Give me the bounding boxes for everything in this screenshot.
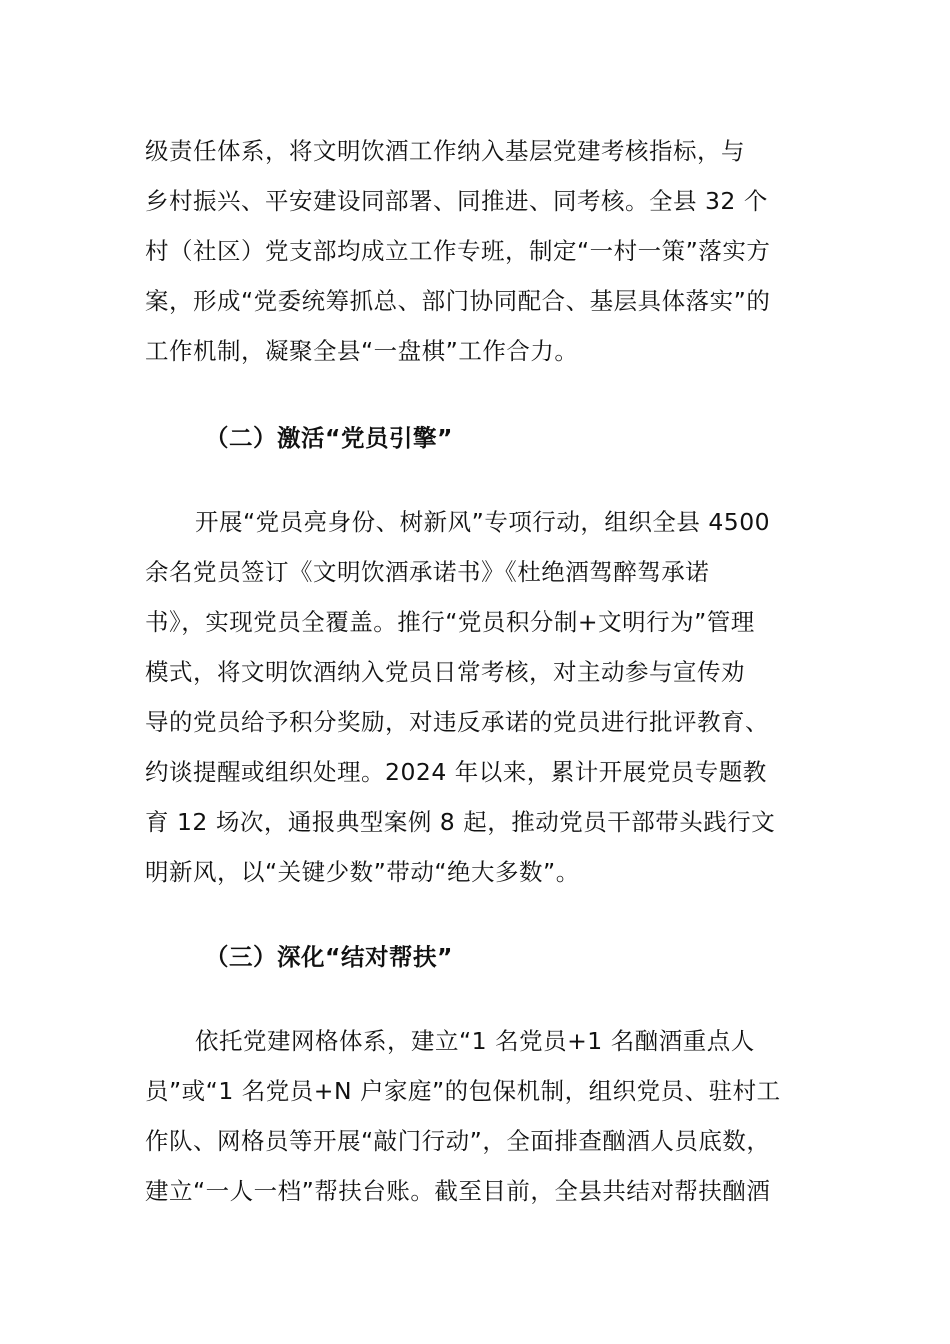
section-2-line-7: 育 12 场次，通报典型案例 8 起，推动党员干部带头践行文: [145, 808, 776, 836]
section-3-line-1: 依托党建网格体系，建立“1 名党员+1 名酗酒重点人: [195, 1027, 755, 1055]
section-2-heading: （二）激活“党员引擎”: [205, 424, 453, 452]
section-3-heading: （三）深化“结对帮扶”: [205, 943, 453, 971]
section-3-line-4: 建立“一人一档”帮扶台账。截至目前，全县共结对帮扶酗酒: [145, 1177, 771, 1205]
section-2-line-8: 明新风，以“关键少数”带动“绝大多数”。: [145, 858, 580, 886]
section-3-line-3: 作队、网格员等开展“敲门行动”，全面排查酗酒人员底数，: [145, 1127, 771, 1155]
section-2-line-2: 余名党员签订《文明饮酒承诺书》《杜绝酒驾醉驾承诺: [145, 558, 710, 586]
paragraph-1-line-3: 村（社区）党支部均成立工作专班，制定“一村一策”落实方: [145, 237, 771, 265]
paragraph-1-line-5: 工作机制，凝聚全县“一盘棋”工作合力。: [145, 337, 579, 365]
section-3-line-2: 员”或“1 名党员+N 户家庭”的包保机制，组织党员、驻村工: [145, 1077, 781, 1105]
paragraph-1-line-2: 乡村振兴、平安建设同部署、同推进、同考核。全县 32 个: [145, 187, 768, 215]
section-2-line-1: 开展“党员亮身份、树新风”专项行动，组织全县 4500: [195, 508, 771, 536]
section-2-line-5: 导的党员给予积分奖励，对违反承诺的党员进行批评教育、: [145, 708, 769, 736]
paragraph-1-line-1: 级责任体系，将文明饮酒工作纳入基层党建考核指标，与: [145, 137, 745, 165]
paragraph-1-line-4: 案，形成“党委统筹抓总、部门协同配合、基层具体落实”的: [145, 287, 771, 315]
section-2-line-4: 模式，将文明饮酒纳入党员日常考核，对主动参与宣传劝: [145, 658, 745, 686]
section-2-line-3: 书》，实现党员全覆盖。推行“党员积分制+文明行为”管理: [145, 608, 755, 636]
section-2-line-6: 约谈提醒或组织处理。2024 年以来，累计开展党员专题教: [145, 758, 767, 786]
